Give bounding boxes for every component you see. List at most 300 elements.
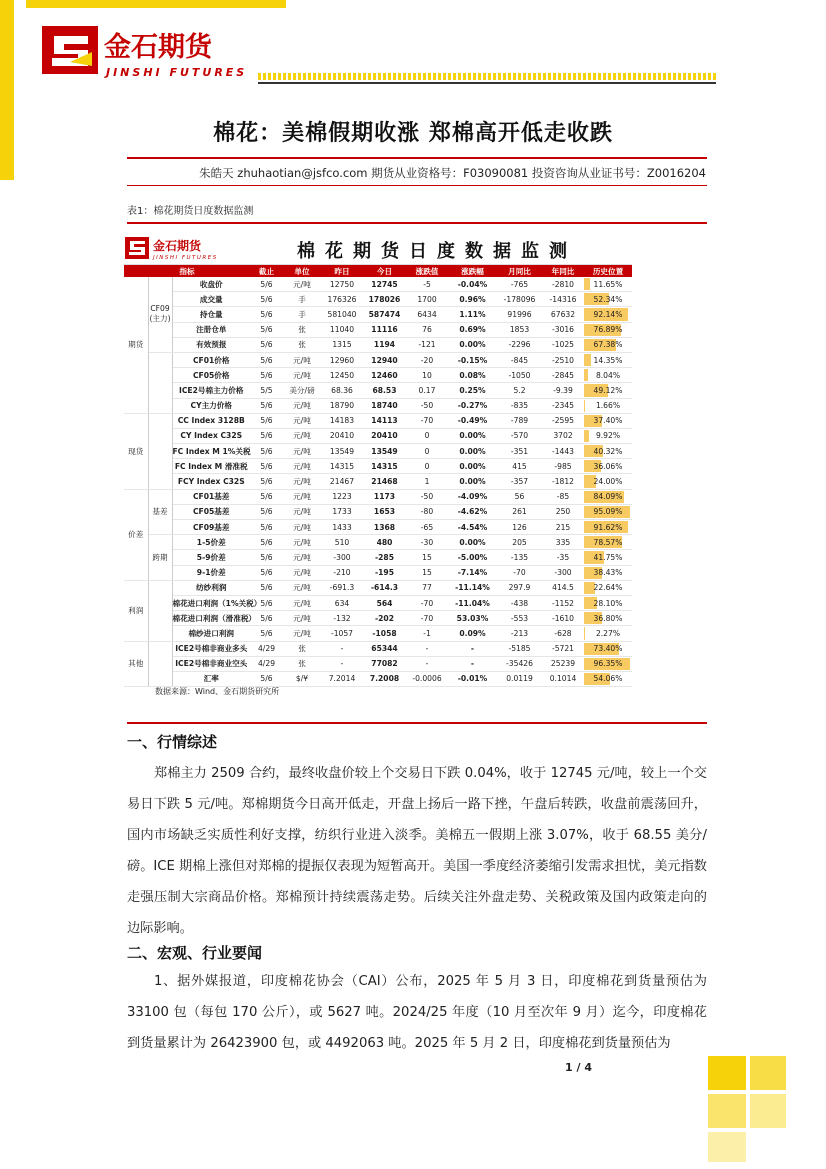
history-value: 52.34%	[593, 294, 623, 304]
history-position-cell	[584, 565, 632, 580]
history-position-cell	[584, 550, 632, 565]
table-row	[124, 322, 632, 337]
yoy-cell: -2510	[542, 352, 584, 367]
indicator-cell: CF01基差	[172, 489, 250, 504]
prev-cell: -	[321, 656, 363, 671]
prev-cell: 7.2014	[321, 671, 363, 686]
history-value: 95.09%	[593, 507, 623, 517]
yoy-cell: -2845	[542, 368, 584, 383]
column-header: 涨跌幅	[448, 265, 497, 277]
yoy-cell: -1443	[542, 444, 584, 459]
prev-cell: 14315	[321, 459, 363, 474]
today-cell: 21468	[363, 474, 406, 489]
table-row	[124, 352, 632, 367]
history-position-cell	[584, 474, 632, 489]
prev-cell: 634	[321, 595, 363, 610]
page-title: 棉花：美棉假期收涨 郑棉高开低走收跌	[213, 121, 613, 146]
mom-cell: -135	[497, 550, 542, 565]
indicator-cell: 5-9价差	[172, 550, 250, 565]
page-number: 1 / 4	[565, 1061, 592, 1074]
unit-cell: 美分/磅	[283, 383, 321, 398]
subgroup-label	[148, 352, 172, 413]
table-row	[124, 307, 632, 322]
prev-cell: 18790	[321, 398, 363, 413]
mom-cell: -2296	[497, 337, 542, 352]
date-cell: 5/6	[250, 520, 283, 535]
today-cell: 178026	[363, 292, 406, 307]
mom-cell: -70	[497, 565, 542, 580]
indicator-cell: ICE2号棉非商业空头	[172, 656, 250, 671]
history-value: 38.43%	[593, 568, 623, 578]
history-position-cell	[584, 322, 632, 337]
unit-cell: 元/吨	[283, 474, 321, 489]
yoy-cell: 0.1014	[542, 671, 584, 686]
table-row	[124, 398, 632, 413]
indicator-cell: CY主力价格	[172, 398, 250, 413]
table-row	[124, 368, 632, 383]
history-position-cell	[584, 626, 632, 641]
table-row	[124, 459, 632, 474]
pct-cell: -4.62%	[448, 504, 497, 519]
mom-cell: -438	[497, 595, 542, 610]
history-position-cell	[584, 292, 632, 307]
company-logo	[40, 22, 255, 84]
history-value: 91.62%	[593, 522, 623, 532]
table-row	[124, 641, 632, 656]
indicator-cell: ICE2号棉非商业多头	[172, 641, 250, 656]
today-cell: 1173	[363, 489, 406, 504]
change-cell: 76	[406, 322, 448, 337]
history-position-cell	[584, 611, 632, 626]
indicator-cell: CF09基差	[172, 520, 250, 535]
column-header: 今日	[363, 265, 406, 277]
history-value: 78.57%	[593, 537, 623, 547]
unit-cell: 手	[283, 292, 321, 307]
date-cell: 5/6	[250, 428, 283, 443]
mom-cell: 126	[497, 520, 542, 535]
history-position-cell	[584, 671, 632, 686]
history-bar	[584, 369, 588, 381]
pct-cell: -0.15%	[448, 352, 497, 367]
prev-cell: 12750	[321, 277, 363, 292]
today-cell: 18740	[363, 398, 406, 413]
today-cell: 12745	[363, 277, 406, 292]
today-cell: 7.2008	[363, 671, 406, 686]
today-cell: 13549	[363, 444, 406, 459]
table-row	[124, 595, 632, 610]
yoy-cell: -9.39	[542, 383, 584, 398]
prev-cell: 68.36	[321, 383, 363, 398]
history-value: 54.06%	[593, 674, 623, 684]
unit-cell: 元/吨	[283, 489, 321, 504]
caption-rule	[127, 222, 707, 224]
prev-cell: -300	[321, 550, 363, 565]
date-cell: 5/6	[250, 626, 283, 641]
today-cell: 14315	[363, 459, 406, 474]
section-rule	[127, 722, 707, 724]
change-cell: -70	[406, 595, 448, 610]
pct-cell: -4.09%	[448, 489, 497, 504]
history-value: 1.66%	[595, 401, 621, 411]
prev-cell: 20410	[321, 428, 363, 443]
indicator-cell: ICE2号棉主力价格	[172, 383, 250, 398]
mom-cell: -835	[497, 398, 542, 413]
mom-cell: 415	[497, 459, 542, 474]
unit-cell: 张	[283, 641, 321, 656]
history-position-cell	[584, 428, 632, 443]
yoy-cell: -628	[542, 626, 584, 641]
group-label: 利润	[124, 580, 148, 641]
today-cell: 587474	[363, 307, 406, 322]
date-cell: 5/6	[250, 580, 283, 595]
pct-cell: 0.00%	[448, 474, 497, 489]
column-header: 月同比	[497, 265, 542, 277]
history-value: 36.80%	[593, 613, 623, 623]
indicator-cell: 棉花进口利润（1%关税）	[172, 595, 250, 610]
prev-cell: 1433	[321, 520, 363, 535]
mom-cell: 5.2	[497, 383, 542, 398]
history-value: 49.12%	[593, 385, 623, 395]
change-cell: -	[406, 656, 448, 671]
table-row	[124, 413, 632, 428]
mom-cell: -178096	[497, 292, 542, 307]
history-position-cell	[584, 656, 632, 671]
history-position-cell	[584, 504, 632, 519]
today-cell: 1194	[363, 337, 406, 352]
change-cell: 10	[406, 368, 448, 383]
history-position-cell	[584, 398, 632, 413]
indicator-cell: FC Index M 滑准税	[172, 459, 250, 474]
pct-cell: -0.49%	[448, 413, 497, 428]
yoy-cell: -3016	[542, 322, 584, 337]
history-position-cell	[584, 580, 632, 595]
change-cell: -80	[406, 504, 448, 519]
unit-cell: 元/吨	[283, 535, 321, 550]
date-cell: 5/6	[250, 671, 283, 686]
indicator-cell: FC Index M 1%关税	[172, 444, 250, 459]
svg-text:JINSHI FUTURES: JINSHI FUTURES	[153, 255, 218, 261]
history-position-cell	[584, 535, 632, 550]
prev-cell: -1057	[321, 626, 363, 641]
change-cell: 0	[406, 428, 448, 443]
unit-cell: 元/吨	[283, 428, 321, 443]
date-cell: 5/6	[250, 292, 283, 307]
table-logo	[124, 235, 242, 262]
mom-cell: -5185	[497, 641, 542, 656]
pct-cell: -0.01%	[448, 671, 497, 686]
change-cell: -121	[406, 337, 448, 352]
today-cell: 1368	[363, 520, 406, 535]
history-value: 28.10%	[593, 598, 623, 608]
data-source: 数据来源：Wind、金石期货研究所	[155, 687, 280, 696]
date-cell: 5/6	[250, 352, 283, 367]
table-row	[124, 474, 632, 489]
unit-cell: 张	[283, 322, 321, 337]
change-cell: -0.0006	[406, 671, 448, 686]
pct-cell: -	[448, 641, 497, 656]
mom-cell: -357	[497, 474, 542, 489]
pct-cell: -11.04%	[448, 595, 497, 610]
history-value: 41.75%	[593, 552, 623, 562]
prev-cell: -691.3	[321, 580, 363, 595]
table-row	[124, 444, 632, 459]
pct-cell: 0.00%	[448, 444, 497, 459]
change-cell: -	[406, 641, 448, 656]
change-cell: -1	[406, 626, 448, 641]
subgroup-label	[148, 413, 172, 489]
unit-cell: 元/吨	[283, 520, 321, 535]
today-cell: 14113	[363, 413, 406, 428]
yoy-cell: -35	[542, 550, 584, 565]
change-cell: -50	[406, 489, 448, 504]
data-table	[124, 265, 632, 687]
unit-cell: 元/吨	[283, 565, 321, 580]
column-header: 指标	[124, 265, 250, 277]
change-cell: 77	[406, 580, 448, 595]
pct-cell: 53.03%	[448, 611, 497, 626]
date-cell: 5/6	[250, 459, 283, 474]
unit-cell: 元/吨	[283, 611, 321, 626]
date-cell: 5/6	[250, 504, 283, 519]
table-caption: 表1：棉花期货日度数据监测	[127, 206, 254, 217]
indicator-cell: 成交量	[172, 292, 250, 307]
change-cell: -70	[406, 611, 448, 626]
date-cell: 5/6	[250, 489, 283, 504]
yoy-cell: 250	[542, 504, 584, 519]
top-yellow-bar	[26, 0, 286, 8]
table-row	[124, 520, 632, 535]
change-cell: 0.17	[406, 383, 448, 398]
history-value: 9.92%	[595, 431, 621, 441]
header-line	[258, 82, 716, 84]
indicator-cell: 1-5价差	[172, 535, 250, 550]
date-cell: 5/6	[250, 595, 283, 610]
indicator-cell: CY Index C32S	[172, 428, 250, 443]
unit-cell: 张	[283, 656, 321, 671]
prev-cell: 12960	[321, 352, 363, 367]
svg-text:金石期货: 金石期货	[153, 239, 202, 253]
prev-cell: -132	[321, 611, 363, 626]
column-header: 年同比	[542, 265, 584, 277]
date-cell: 5/6	[250, 413, 283, 428]
indicator-cell: 持仓量	[172, 307, 250, 322]
change-cell: -5	[406, 277, 448, 292]
section-2-title: 二、宏观、行业要闻	[127, 944, 263, 962]
unit-cell: 元/吨	[283, 459, 321, 474]
date-cell: 5/6	[250, 611, 283, 626]
table-row	[124, 580, 632, 595]
date-cell: 5/6	[250, 277, 283, 292]
today-cell: 1653	[363, 504, 406, 519]
subgroup-label	[148, 580, 172, 641]
yoy-cell: -5721	[542, 641, 584, 656]
table-row	[124, 504, 632, 519]
change-cell: -65	[406, 520, 448, 535]
mom-cell: 1853	[497, 322, 542, 337]
history-value: 76.89%	[593, 325, 623, 335]
mom-cell: -553	[497, 611, 542, 626]
table-row	[124, 292, 632, 307]
date-cell: 5/6	[250, 337, 283, 352]
subgroup-label: CF09 (主力)	[148, 277, 172, 352]
yoy-cell: -2595	[542, 413, 584, 428]
date-cell: 5/6	[250, 535, 283, 550]
history-value: 96.35%	[593, 659, 623, 669]
pct-cell: 0.09%	[448, 626, 497, 641]
pct-cell: 0.25%	[448, 383, 497, 398]
history-value: 8.04%	[595, 370, 621, 380]
prev-cell: 1315	[321, 337, 363, 352]
prev-cell: 1223	[321, 489, 363, 504]
pct-cell: 0.69%	[448, 322, 497, 337]
history-position-cell	[584, 595, 632, 610]
history-value: 14.35%	[593, 355, 623, 365]
history-value: 36.06%	[593, 461, 623, 471]
yoy-cell: -2345	[542, 398, 584, 413]
prev-cell: -	[321, 641, 363, 656]
prev-cell: -210	[321, 565, 363, 580]
pct-cell: -5.00%	[448, 550, 497, 565]
mom-cell: -1050	[497, 368, 542, 383]
history-value: 11.65%	[593, 279, 623, 289]
table-row	[124, 611, 632, 626]
today-cell: 77082	[363, 656, 406, 671]
table-row	[124, 383, 632, 398]
indicator-cell: CC Index 3128B	[172, 413, 250, 428]
section-1-paragraph: 郑棉主力 2509 合约，最终收盘价较上个交易日下跌 0.04%，收于 12745 元/吨，较上一个交易日下跌 5 元/吨。郑棉期货今日高开低走，开盘上扬后一路下挫，午盘后转跌，收盘前震荡回升，国内市场缺乏实质性利好支撑，纺织行业进入淡季。美棉五一假期上涨 3.07%，收于 68.55 美分/磅。ICE 期棉上涨但对郑棉的提振仅表现为短暂高开。美国一季度经济萎缩引发需求担忧，美元指数走强压制大宗商品价格。郑棉预计持续震荡走势。后续关注外盘走势、关税政策及国内政策走向的边际影响。	[127, 766, 707, 936]
prev-cell: 510	[321, 535, 363, 550]
section-2-paragraph: 1、据外媒报道，印度棉花协会（CAI）公布，2025 年 5 月 3 日，印度棉花到货量预估为 33100 包（每包 170 公斤），或 5627 吨。2024/25 年度（10 月至次年 9 月）迄今，印度棉花到货量累计为 26423900 包，或 4492063 吨。2025 年 5 月 2 日，印度棉花到货量预估为	[127, 974, 707, 1051]
indicator-cell: 纺纱利润	[172, 580, 250, 595]
history-position-cell	[584, 277, 632, 292]
subgroup-label	[148, 641, 172, 687]
author-rule	[127, 185, 707, 186]
subgroup-label: 基差	[148, 489, 172, 535]
indicator-cell: 注册仓单	[172, 322, 250, 337]
pct-cell: -	[448, 656, 497, 671]
pct-cell: -7.14%	[448, 565, 497, 580]
history-position-cell	[584, 337, 632, 352]
mom-cell: -351	[497, 444, 542, 459]
table-header-banner	[124, 232, 632, 265]
mom-cell: -213	[497, 626, 542, 641]
unit-cell: 元/吨	[283, 504, 321, 519]
table-row	[124, 535, 632, 550]
table-row	[124, 656, 632, 671]
today-cell: -614.3	[363, 580, 406, 595]
mom-cell: -765	[497, 277, 542, 292]
date-cell: 5/6	[250, 550, 283, 565]
today-cell: 68.53	[363, 383, 406, 398]
prev-cell: 11040	[321, 322, 363, 337]
history-position-cell	[584, 413, 632, 428]
unit-cell: 元/吨	[283, 413, 321, 428]
monitor-table	[124, 232, 632, 687]
pct-cell: 0.96%	[448, 292, 497, 307]
yoy-cell: 335	[542, 535, 584, 550]
history-position-cell	[584, 444, 632, 459]
yoy-cell: 25239	[542, 656, 584, 671]
table-row	[124, 337, 632, 352]
history-bar	[584, 430, 589, 442]
history-position-cell	[584, 489, 632, 504]
left-yellow-bar	[0, 0, 14, 180]
table-row	[124, 489, 632, 504]
pct-cell: -0.27%	[448, 398, 497, 413]
change-cell: 1	[406, 474, 448, 489]
history-value: 73.40%	[593, 644, 623, 654]
today-cell: -1058	[363, 626, 406, 641]
indicator-cell: 9-1价差	[172, 565, 250, 580]
pct-cell: -11.14%	[448, 580, 497, 595]
table-title: 棉花期货日度数据监测	[297, 241, 577, 262]
date-cell: 5/6	[250, 368, 283, 383]
prev-cell: 1733	[321, 504, 363, 519]
yoy-cell: 215	[542, 520, 584, 535]
author-line: 朱皓天 zhuhaotian@jsfco.com 期货从业资格号：F03090081 投资咨询从业证书号：Z0016204	[199, 166, 706, 180]
subgroup-label: 跨期	[148, 535, 172, 581]
today-cell: -195	[363, 565, 406, 580]
history-position-cell	[584, 459, 632, 474]
date-cell: 4/29	[250, 641, 283, 656]
group-label: 价差	[124, 489, 148, 580]
unit-cell: 元/吨	[283, 444, 321, 459]
today-cell: 12940	[363, 352, 406, 367]
today-cell: 480	[363, 535, 406, 550]
mom-cell: -845	[497, 352, 542, 367]
today-cell: 564	[363, 595, 406, 610]
yoy-cell: -1610	[542, 611, 584, 626]
prev-cell: 14183	[321, 413, 363, 428]
history-value: 84.09%	[593, 492, 623, 502]
unit-cell: 元/吨	[283, 352, 321, 367]
yoy-cell: -85	[542, 489, 584, 504]
history-position-cell	[584, 641, 632, 656]
history-position-cell	[584, 383, 632, 398]
indicator-cell: 收盘价	[172, 277, 250, 292]
history-value: 24.00%	[593, 477, 623, 487]
mom-cell: 56	[497, 489, 542, 504]
history-position-cell	[584, 352, 632, 367]
table-row	[124, 565, 632, 580]
yoy-cell: -14316	[542, 292, 584, 307]
pct-cell: 0.08%	[448, 368, 497, 383]
mom-cell: 0.0119	[497, 671, 542, 686]
today-cell: 20410	[363, 428, 406, 443]
change-cell: -70	[406, 413, 448, 428]
indicator-cell: 汇率	[172, 671, 250, 686]
title-rule	[127, 157, 707, 159]
date-cell: 5/5	[250, 383, 283, 398]
mom-cell: 297.9	[497, 580, 542, 595]
prev-cell: 13549	[321, 444, 363, 459]
mom-cell: -570	[497, 428, 542, 443]
svg-text:金石期货: 金石期货	[104, 32, 212, 63]
change-cell: -50	[406, 398, 448, 413]
change-cell: -20	[406, 352, 448, 367]
change-cell: -30	[406, 535, 448, 550]
column-header: 单位	[283, 265, 321, 277]
yoy-cell: -1152	[542, 595, 584, 610]
history-bar	[584, 627, 585, 639]
section-1-title: 一、行情综述	[127, 733, 218, 751]
today-cell: 11116	[363, 322, 406, 337]
unit-cell: 元/吨	[283, 398, 321, 413]
indicator-cell: 棉花进口利润（滑准税）	[172, 611, 250, 626]
date-cell: 5/6	[250, 322, 283, 337]
date-cell: 5/6	[250, 398, 283, 413]
indicator-cell: 棉纱进口利润	[172, 626, 250, 641]
